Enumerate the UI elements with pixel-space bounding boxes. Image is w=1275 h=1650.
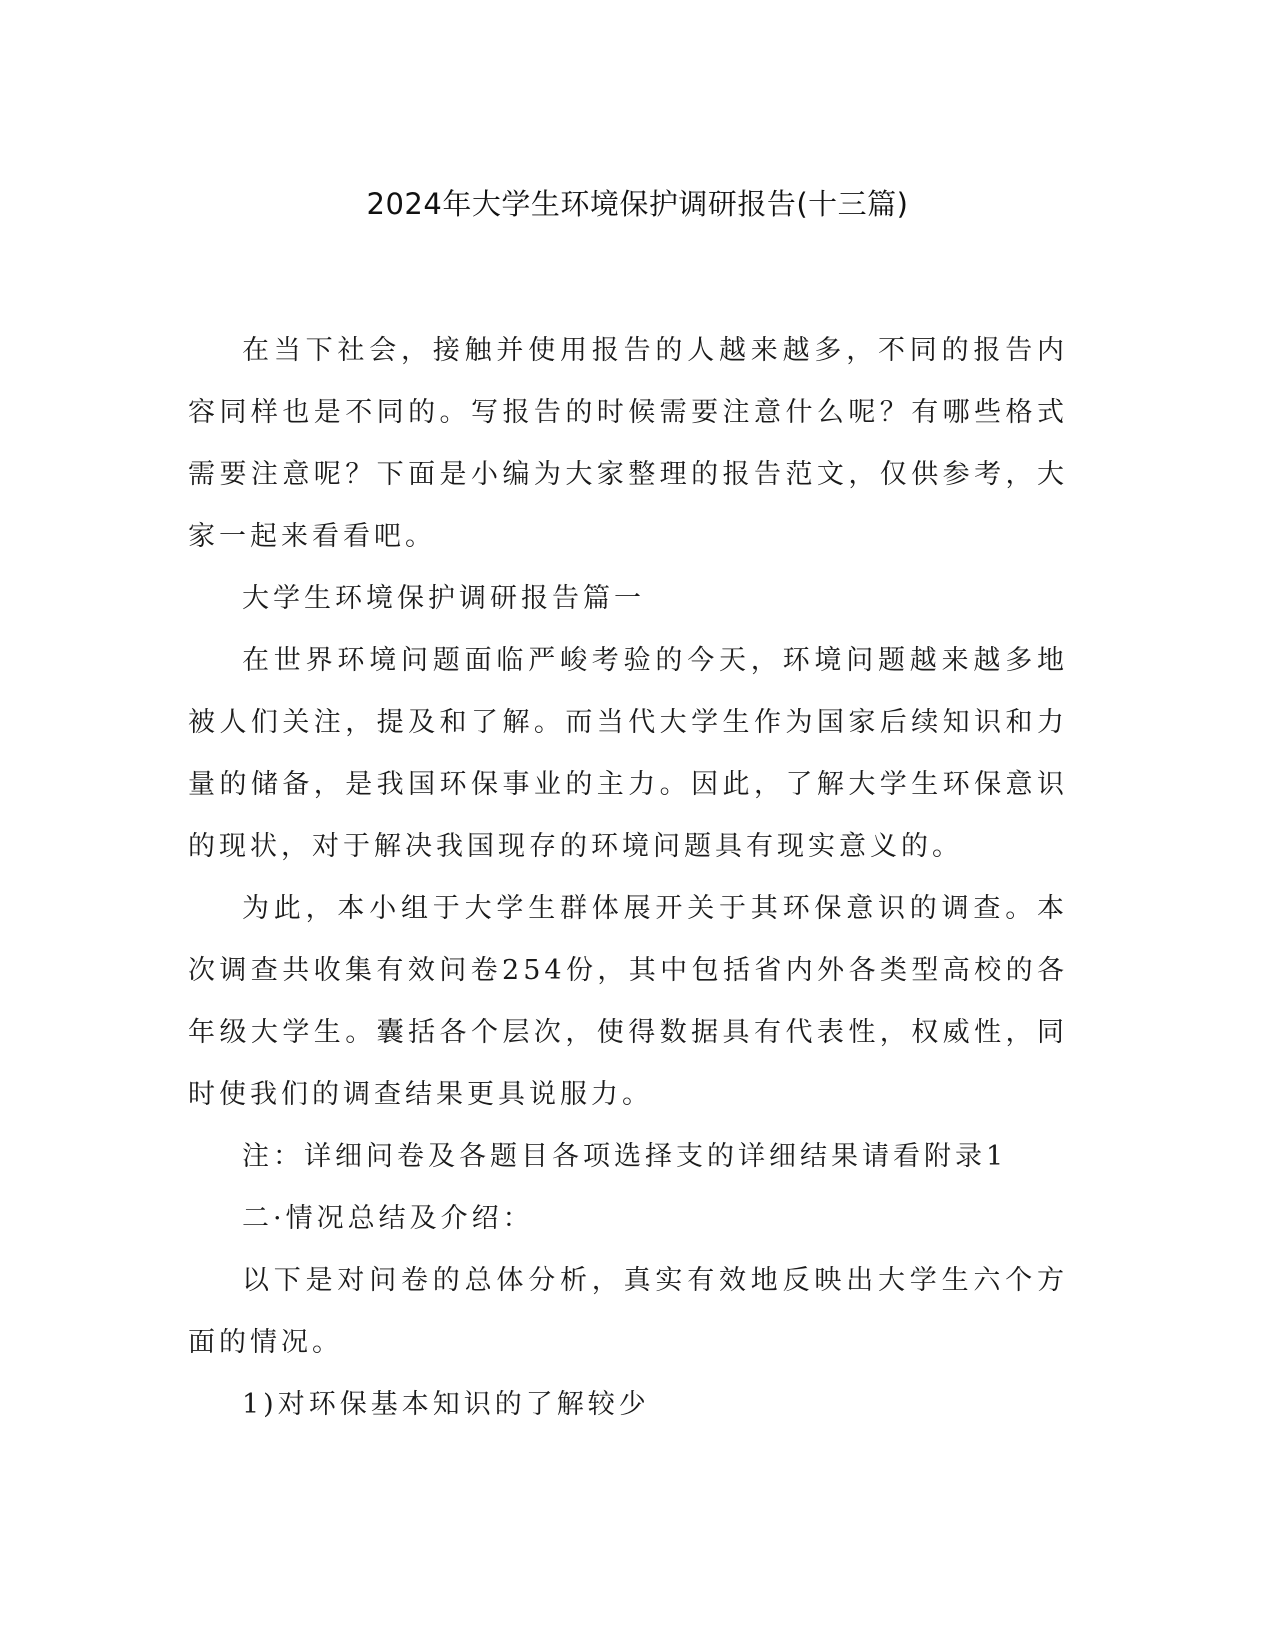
intro-paragraph: 在当下社会，接触并使用报告的人越来越多，不同的报告内容同样也是不同的。写报告的时候需要注意什么呢？有哪些格式需要注意呢？下面是小编为大家整理的报告范文，仅供参考，大家一起来看看吧。 — [188, 335, 1068, 552]
body-paragraph: 以下是对问卷的总体分析，真实有效地反映出大学生六个方面的情况。 — [188, 1265, 1068, 1358]
body-paragraph: 在世界环境问题面临严峻考验的今天，环境问题越来越多地被人们关注，提及和了解。而当代大学生作为国家后续知识和力量的储备，是我国环保事业的主力。因此，了解大学生环保意识的现状，对于解决我国现存的环境问题具有现实意义的。 — [188, 645, 1068, 862]
body-paragraph: 为此，本小组于大学生群体展开关于其环保意识的调查。本次调查共收集有效问卷254份，其中包括省内外各类型高校的各年级大学生。囊括各个层次，使得数据具有代表性，权威性，同时使我们的调查结果更具说服力。 — [188, 893, 1068, 1110]
document-title: 2024年大学生环境保护调研报告(十三篇) — [366, 187, 909, 221]
subsection-heading: 二·情况总结及介绍： — [242, 1203, 534, 1234]
section-heading: 大学生环境保护调研报告篇一 — [242, 583, 645, 614]
note-line: 注：详细问卷及各题目各项选择支的详细结果请看附录1 — [242, 1141, 1008, 1172]
list-item: 1)对环保基本知识的了解较少 — [242, 1389, 650, 1420]
document-body — [188, 320, 1068, 1436]
